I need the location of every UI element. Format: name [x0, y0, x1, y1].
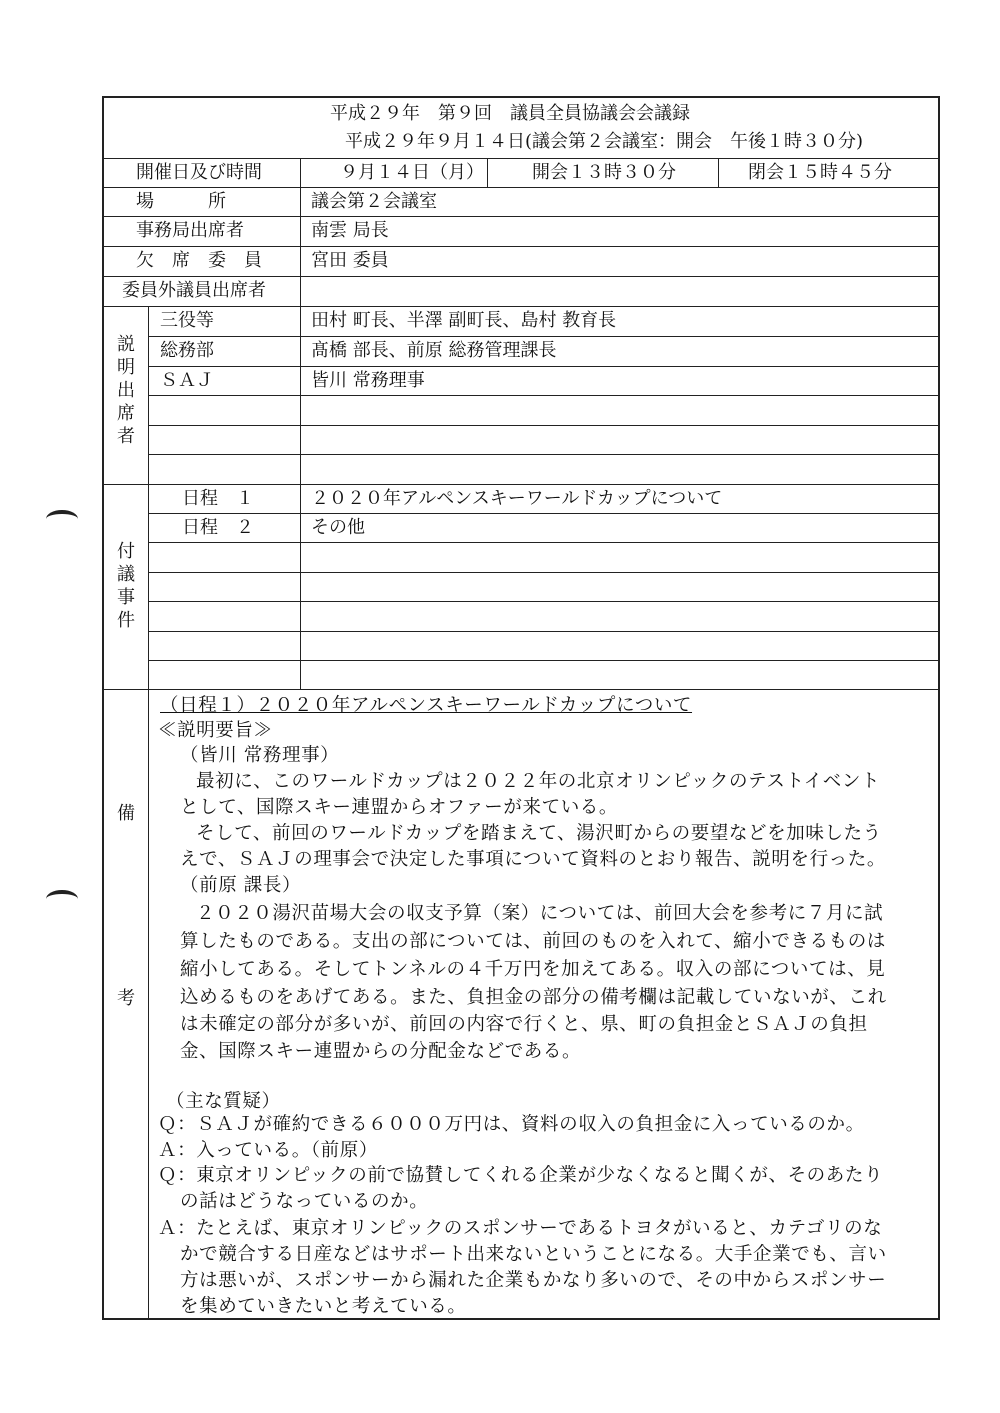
- rule: [148, 336, 940, 337]
- remarks-line: として、国際スキー連盟からオファーが来ている。: [180, 797, 619, 818]
- rule: [148, 513, 940, 514]
- remarks-line: 金、国際スキー連盟からの分配金などである。: [180, 1041, 582, 1062]
- rule: [148, 542, 940, 543]
- remarks-line: Ｑ：東京オリンピックの前で協賛してくれる企業が少なくなると聞くが、そのあたり: [158, 1165, 884, 1186]
- punch-hole-icon: [46, 890, 78, 908]
- remarks-line: は未確定の部分が多いが、前回の内容で行くと、県、町の負担金とＳＡＪの負担: [180, 1014, 868, 1035]
- remarks-line: Ｑ：ＳＡＪが確約できる６０００万円は、資料の収入の負担金に入っているのか。: [158, 1114, 865, 1135]
- rule: [148, 454, 940, 455]
- rule: [148, 425, 940, 426]
- remarks-line: そして、前回のワールドカップを踏まえて、湯沢町からの要望などを加味したう: [196, 823, 882, 844]
- remarks-line: （前原 課長）: [180, 875, 302, 896]
- rule: [300, 306, 301, 689]
- agenda-group-label: 付議事件: [117, 541, 135, 631]
- non-member-label: 委員外議員出席者: [122, 280, 266, 301]
- document-subtitle: 平成２９年９月１４日(議会第２会議室：開会 午後１時３０分): [345, 131, 864, 152]
- remarks-line: Ａ：たとえば、東京オリンピックのスポンサーであるトヨタがいると、カテゴリのな: [158, 1218, 883, 1239]
- rule: [148, 306, 149, 1320]
- place-value: 議会第２会議室: [311, 191, 437, 212]
- remarks-line: えで、ＳＡＪの理事会で決定した事項について資料のとおり報告、説明を行った。: [180, 849, 886, 870]
- rule: [718, 158, 719, 187]
- remarks-line: ≪説明要旨≫: [158, 720, 273, 741]
- rule: [102, 246, 940, 247]
- date-label: 開催日及び時間: [136, 162, 262, 183]
- remarks-line: 方は悪いが、スポンサーから漏れた企業もかなり多いので、その中からスポンサー: [180, 1270, 887, 1291]
- close-time: 閉会１５時４５分: [748, 162, 892, 183]
- agenda-item-label: 日程 ２: [182, 517, 254, 538]
- remarks-line: 最初に、このワールドカップは２０２２年の北京オリンピックのテストイベント: [196, 771, 881, 792]
- rule: [148, 601, 940, 602]
- date-value: ９月１４日（月）: [340, 162, 484, 183]
- agenda-item-title: その他: [311, 517, 365, 538]
- agenda-item-label: 日程 １: [182, 488, 254, 509]
- rule: [102, 689, 940, 690]
- remarks-label-top: 備: [117, 803, 135, 824]
- remarks-line: かで競合する日産などはサポート出来ないということになる。大手企業でも、言い: [180, 1244, 887, 1265]
- absent-value: 宮田 委員: [311, 250, 389, 271]
- rule: [148, 395, 940, 396]
- explainer-org: 総務部: [160, 340, 214, 361]
- remarks-heading: （日程１）２０２０年アルペンスキーワールドカップについて: [160, 695, 693, 716]
- explainers-group-label: 説明出席者: [117, 334, 135, 447]
- explainer-org: 三役等: [160, 310, 214, 331]
- explainer-people: 皆川 常務理事: [311, 370, 425, 391]
- rule: [102, 484, 940, 485]
- remarks-line: を集めていきたいと考えている。: [180, 1296, 467, 1317]
- rule: [487, 158, 488, 187]
- remarks-line: 込めるものをあげてある。また、負担金の部分の備考欄は記載していないが、これ: [180, 987, 887, 1008]
- rule: [102, 187, 940, 188]
- rule: [102, 158, 940, 159]
- remarks-line: ２０２０湯沢苗場大会の収支予算（案）については、前回大会を参考に７月に試: [196, 903, 884, 924]
- agenda-item-title: ２０２０年アルペンスキーワールドカップについて: [311, 488, 723, 509]
- secretariat-value: 南雲 局長: [311, 220, 389, 241]
- rule: [102, 276, 940, 277]
- rule: [148, 572, 940, 573]
- document-title: 平成２９年 第９回 議員全員協議会会議録: [330, 103, 690, 124]
- rule: [300, 158, 301, 306]
- remarks-line: の話はどうなっているのか。: [180, 1191, 429, 1212]
- remarks-line: 算したものである。支出の部については、前回のものを入れて、縮小できるものは: [180, 931, 886, 952]
- rule: [148, 631, 940, 632]
- secretariat-label: 事務局出席者: [136, 220, 244, 241]
- remarks-line: Ａ：入っている。（前原）: [158, 1140, 378, 1161]
- rule: [102, 216, 940, 217]
- remarks-line: （皆川 常務理事）: [180, 745, 340, 766]
- absent-label: 欠 席 委 員: [136, 250, 262, 271]
- punch-hole-icon: [46, 510, 78, 528]
- remarks-line: （主な質疑）: [166, 1091, 281, 1112]
- rule: [148, 660, 940, 661]
- open-time: 開会１３時３０分: [532, 162, 676, 183]
- remarks-label-bottom: 考: [117, 988, 135, 1009]
- place-label: 場 所: [136, 191, 226, 212]
- explainer-org: ＳＡＪ: [160, 370, 214, 391]
- remarks-line: 縮小してある。そしてトンネルの４千万円を加えてある。収入の部については、見: [180, 959, 886, 980]
- explainer-people: 髙橋 部長、前原 総務管理課長: [311, 340, 557, 361]
- rule: [148, 366, 940, 367]
- rule: [102, 306, 940, 307]
- explainer-people: 田村 町長、半澤 副町長、島村 教育長: [311, 310, 617, 331]
